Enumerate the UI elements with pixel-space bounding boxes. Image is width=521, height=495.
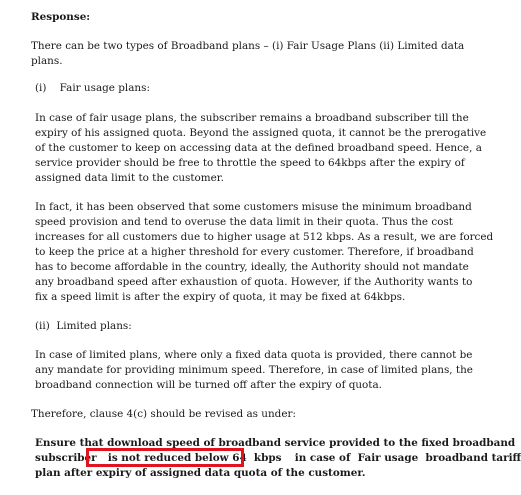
para2-line-6: any broadband speed after exhaustion of quota. However, if the Authority wants to xyxy=(35,276,473,288)
para1-line-5: assigned data limit to the customer. xyxy=(35,172,224,184)
para3-line-3: broadband connection will be turned off after the expiry of quota. xyxy=(35,379,382,391)
response-heading: Response: xyxy=(31,11,91,23)
para2-line-1: In fact, it has been observed that some customers misuse the minimum broadband xyxy=(35,201,472,213)
para2-line-2: speed provision and tend to overuse the data limit in their quota. Thus the cost xyxy=(35,216,453,228)
para1-line-2: expiry of his assigned quota. Beyond the assigned quota, it cannot be the prerogative xyxy=(35,127,487,139)
highlighted-phrase: is not reduced below 64 kbps xyxy=(107,452,282,464)
revised-clause-line-1: Ensure that download speed of broadband service provided to the fixed broadband xyxy=(35,437,516,449)
para1-line-4: service provider should be free to throttle the speed to 64kbps after the expiry of xyxy=(35,157,465,169)
clause-intro: Therefore, clause 4(c) should be revised as under: xyxy=(31,408,296,420)
intro-line-1: There can be two types of Broadband plans – (i) Fair Usage Plans (ii) Limited data xyxy=(31,40,465,52)
para1-line-1: In case of fair usage plans, the subscriber remains a broadband subscriber till the xyxy=(35,112,469,124)
para2-line-5: has to become affordable in the country, ideally, the Authority should not mandate xyxy=(35,261,469,273)
revised-clause-line-2-start: subscriber xyxy=(35,452,97,464)
para1-line-3: of the customer to keep on accessing data at the defined broadband speed. Hence, a xyxy=(35,142,482,154)
revised-clause-line-2-end: in case of Fair usage broadband tariff xyxy=(294,452,521,464)
para2-line-7: fix a speed limit is after the expiry of quota, it may be fixed at 64kbps. xyxy=(35,291,406,303)
para2-line-4: to keep the price at a higher threshold for every customer. Therefore, if broadband xyxy=(35,246,474,258)
para2-line-3: increases for all customers due to higher usage at 512 kbps. As a result, we are forced xyxy=(35,231,494,243)
revised-clause-line-3: plan after expiry of assigned data quota of the customer. xyxy=(35,467,366,479)
intro-line-2: plans. xyxy=(31,55,63,67)
red-highlight-box xyxy=(86,448,244,467)
para3-line-1: In case of limited plans, where only a fixed data quota is provided, there cannot be xyxy=(35,349,473,361)
para3-line-2: any mandate for providing minimum speed. Therefore, in case of limited plans, the xyxy=(35,364,473,376)
subheading-limited-plans: (ii) Limited plans: xyxy=(35,320,132,332)
subheading-fair-usage: (i) Fair usage plans: xyxy=(35,82,150,94)
